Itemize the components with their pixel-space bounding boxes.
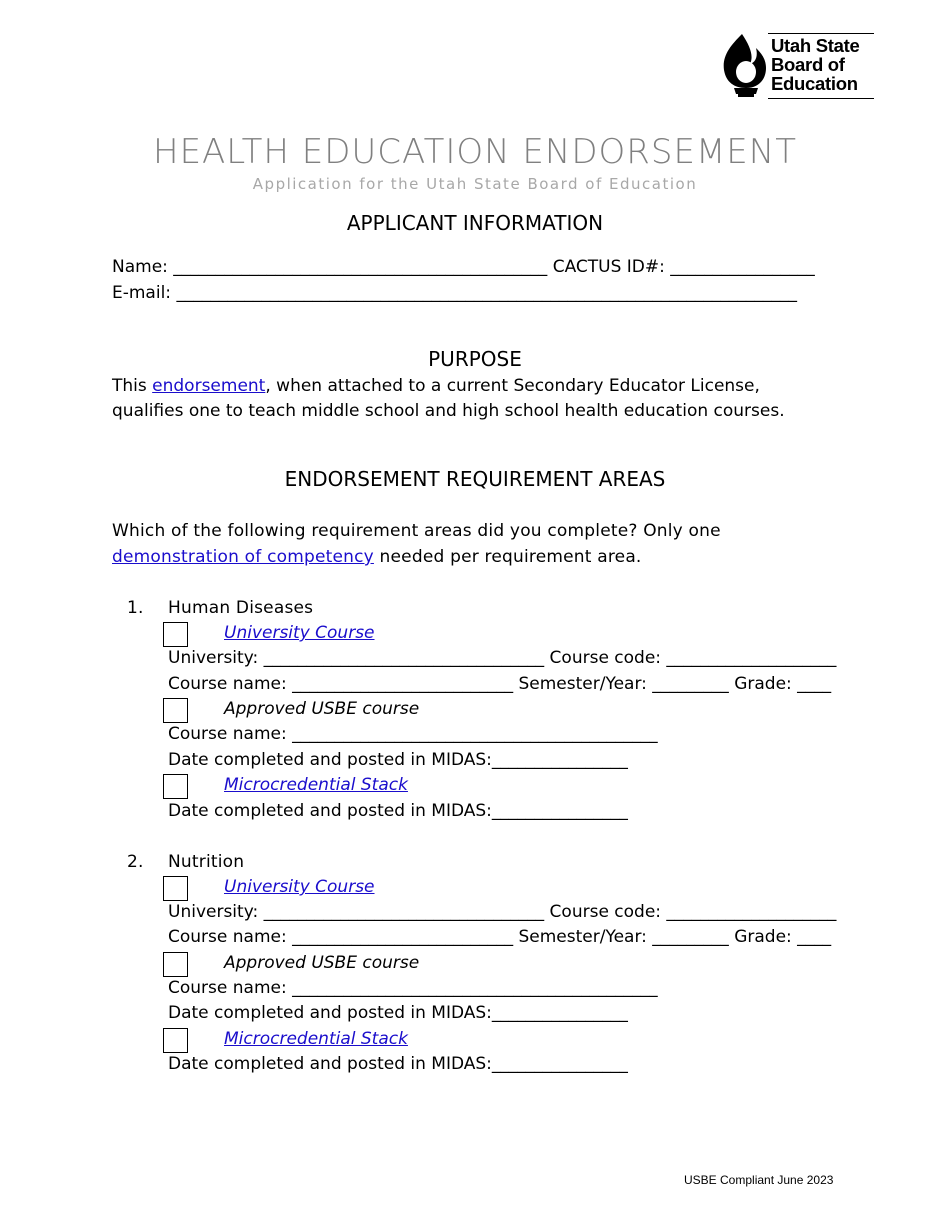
usbe-course-name-line[interactable]: Course name: ___________________________________________ bbox=[168, 724, 658, 744]
usbe-date-line[interactable]: Date completed and posted in MIDAS:________________ bbox=[168, 1003, 628, 1023]
micro-date-line[interactable]: Date completed and posted in MIDAS:________________ bbox=[168, 1054, 628, 1074]
area-number: 2. bbox=[127, 852, 144, 872]
purpose-line-1: This endorsement, when attached to a current Secondary Educator License, bbox=[112, 376, 760, 396]
email-label: E-mail: bbox=[112, 283, 177, 303]
usbe-course-checkbox[interactable] bbox=[163, 698, 188, 723]
micro-date-line[interactable]: Date completed and posted in MIDAS:________________ bbox=[168, 801, 628, 821]
footer-compliance: USBE Compliant June 2023 bbox=[684, 1173, 834, 1187]
usbe-course-label: Approved USBE course bbox=[224, 953, 420, 973]
usbe-course-checkbox[interactable] bbox=[163, 952, 188, 977]
name-field[interactable]: ____________________________________________ bbox=[173, 257, 548, 277]
area-title: Nutrition bbox=[168, 852, 245, 872]
microcredential-checkbox[interactable] bbox=[163, 774, 188, 799]
requirements-heading: ENDORSEMENT REQUIREMENT AREAS bbox=[284, 467, 666, 491]
microcredential-link[interactable]: Microcredential Stack bbox=[224, 1029, 408, 1049]
endorsement-link[interactable]: endorsement bbox=[152, 376, 266, 396]
university-line[interactable]: University: _________________________________ Course code: ____________________ bbox=[168, 648, 837, 668]
demonstration-of-competency-link[interactable]: demonstration of competency bbox=[112, 547, 374, 567]
cactus-field[interactable]: _________________ bbox=[670, 257, 815, 277]
question-line-1: Which of the following requirement areas did you complete? Only one bbox=[112, 521, 721, 541]
usbe-course-name-line[interactable]: Course name: ___________________________________________ bbox=[168, 978, 658, 998]
name-label: Name: bbox=[112, 257, 174, 277]
page-title: HEALTH EDUCATION ENDORSEMENT bbox=[153, 132, 797, 172]
name-row bbox=[112, 257, 815, 277]
microcredential-link[interactable]: Microcredential Stack bbox=[224, 775, 408, 795]
course-line[interactable]: Course name: __________________________ Semester/Year: _________ Grade: ____ bbox=[168, 927, 832, 947]
applicant-heading: APPLICANT INFORMATION bbox=[346, 211, 604, 235]
area-title: Human Diseases bbox=[168, 598, 314, 618]
usbe-date-line[interactable]: Date completed and posted in MIDAS:________________ bbox=[168, 750, 628, 770]
university-line[interactable]: University: _________________________________ Course code: ____________________ bbox=[168, 902, 837, 922]
course-line[interactable]: Course name: __________________________ Semester/Year: _________ Grade: ____ bbox=[168, 674, 832, 694]
page-subtitle: Application for the Utah State Board of Education bbox=[252, 175, 698, 193]
logo-rule-top bbox=[768, 33, 874, 34]
email-row bbox=[112, 283, 797, 303]
purpose-line-2: qualifies one to teach middle school and high school health education courses. bbox=[112, 401, 785, 421]
email-field[interactable]: _________________________________________________________________________ bbox=[176, 283, 797, 303]
purpose-heading: PURPOSE bbox=[428, 347, 522, 371]
university-course-link[interactable]: University Course bbox=[224, 623, 375, 643]
usbe-course-label: Approved USBE course bbox=[224, 699, 420, 719]
logo-rule-bottom bbox=[768, 98, 874, 99]
area-number: 1. bbox=[127, 598, 144, 618]
university-course-checkbox[interactable] bbox=[163, 876, 188, 901]
question-line-2: demonstration of competency needed per requirement area. bbox=[112, 547, 642, 567]
flame-icon bbox=[720, 32, 772, 102]
cactus-label: CACTUS ID#: bbox=[547, 257, 671, 277]
logo-wordmark: Utah State Board of Education bbox=[771, 35, 860, 94]
university-course-checkbox[interactable] bbox=[163, 622, 188, 647]
microcredential-checkbox[interactable] bbox=[163, 1028, 188, 1053]
university-course-link[interactable]: University Course bbox=[224, 877, 375, 897]
